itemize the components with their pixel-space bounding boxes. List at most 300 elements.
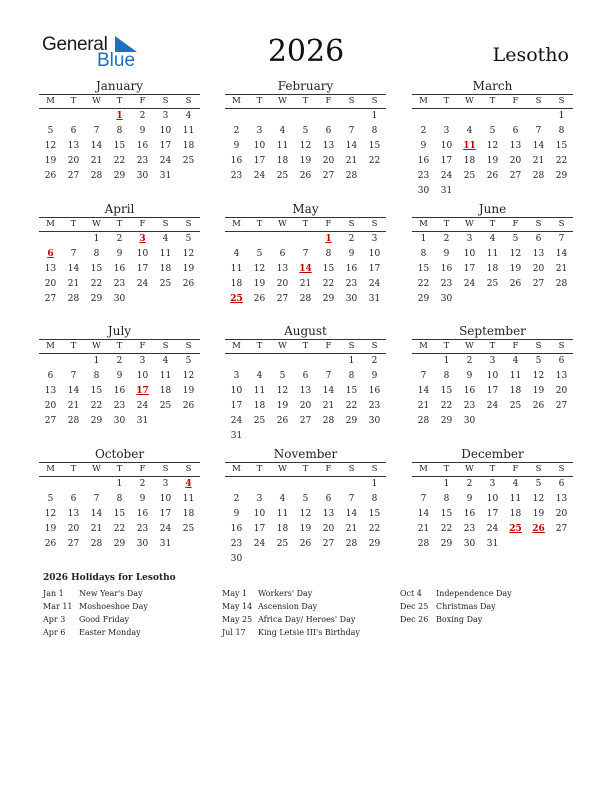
day-cell: 6 xyxy=(325,494,332,504)
weekday-label: S xyxy=(558,464,565,474)
week-row xyxy=(412,522,573,537)
day-cell: 25 xyxy=(159,401,172,411)
empty-day-cell xyxy=(504,109,527,124)
weekday-label: T xyxy=(256,341,263,351)
day-cell: 10 xyxy=(486,371,499,381)
holiday-item xyxy=(43,626,219,639)
weekday-label: S xyxy=(185,219,192,229)
empty-day-cell xyxy=(550,537,573,552)
month-july xyxy=(39,323,200,429)
day-cell: 20 xyxy=(555,386,568,396)
day-cell: 27 xyxy=(276,294,289,304)
day-cell: 3 xyxy=(371,234,378,244)
day-cell: 15 xyxy=(113,509,126,519)
day-cell: 28 xyxy=(322,416,335,426)
day-cell: 15 xyxy=(368,509,381,519)
day-cell: 26 xyxy=(532,401,545,411)
day-cell: 19 xyxy=(532,509,545,519)
day-cell: 23 xyxy=(230,171,243,181)
empty-day-cell xyxy=(271,552,294,567)
holiday-item xyxy=(43,587,219,600)
day-cell: 28 xyxy=(67,294,80,304)
empty-day-cell xyxy=(39,477,62,492)
day-cell: 16 xyxy=(463,509,476,519)
day-cell: 9 xyxy=(371,371,378,381)
weekday-label: W xyxy=(465,219,474,229)
weekday-header xyxy=(225,339,386,354)
weekday-label: S xyxy=(535,219,542,229)
day-cell: 14 xyxy=(322,386,335,396)
day-cell: 13 xyxy=(299,386,312,396)
day-cell: 20 xyxy=(555,509,568,519)
empty-day-cell xyxy=(317,552,340,567)
month-name: April xyxy=(104,202,135,216)
month-name: March xyxy=(472,79,513,93)
weekday-label: T xyxy=(116,341,123,351)
day-cell: 16 xyxy=(417,156,430,166)
weekday-label: S xyxy=(371,464,378,474)
day-cell: 27 xyxy=(299,416,312,426)
weekday-label: W xyxy=(278,464,287,474)
holiday-column xyxy=(222,587,398,639)
weekday-label: T xyxy=(70,464,77,474)
weekday-label: F xyxy=(325,219,332,229)
day-cell: 12 xyxy=(44,509,57,519)
day-cell: 17 xyxy=(368,264,381,274)
day-cell: 18 xyxy=(463,156,476,166)
day-cell: 18 xyxy=(253,401,266,411)
empty-day-cell xyxy=(340,552,363,567)
week-row xyxy=(412,292,573,307)
empty-day-cell xyxy=(481,109,504,124)
weekday-label: M xyxy=(419,96,428,106)
empty-day-cell xyxy=(317,109,340,124)
day-cell: 25 xyxy=(463,171,476,181)
day-cell: 24 xyxy=(253,539,266,549)
weekday-label: F xyxy=(139,341,146,351)
day-cell: 12 xyxy=(299,141,312,151)
day-cell: 1 xyxy=(558,111,565,121)
day-cell: 12 xyxy=(182,249,195,259)
holiday-name: Christmas Day xyxy=(436,602,496,611)
day-cell: 10 xyxy=(440,141,453,151)
day-cell: 1 xyxy=(93,234,100,244)
day-cell: 25 xyxy=(276,171,289,181)
week-row xyxy=(39,139,200,154)
day-cell: 5 xyxy=(185,356,192,366)
day-cell: 24 xyxy=(486,401,499,411)
day-cell: 7 xyxy=(302,249,309,259)
weekday-label: F xyxy=(139,96,146,106)
week-row xyxy=(412,537,573,552)
day-cell: 27 xyxy=(44,416,57,426)
day-cell: 11 xyxy=(276,509,289,519)
day-cell: 11 xyxy=(276,141,289,151)
day-cell: 14 xyxy=(67,386,80,396)
day-cell: 28 xyxy=(90,171,103,181)
weekday-label: S xyxy=(371,96,378,106)
empty-day-cell xyxy=(458,184,481,199)
week-row xyxy=(412,492,573,507)
month-august xyxy=(225,323,386,444)
day-cell: 16 xyxy=(113,264,126,274)
day-cell: 9 xyxy=(466,371,473,381)
day-cell: 27 xyxy=(532,279,545,289)
day-cell: 15 xyxy=(90,386,103,396)
weekday-label: M xyxy=(46,341,55,351)
empty-day-cell xyxy=(85,477,108,492)
day-cell: 10 xyxy=(486,494,499,504)
empty-day-cell xyxy=(294,552,317,567)
weekday-label: F xyxy=(325,464,332,474)
day-cell: 15 xyxy=(440,509,453,519)
day-cell: 1 xyxy=(420,234,427,244)
day-cell: 4 xyxy=(162,234,169,244)
empty-day-cell xyxy=(39,109,62,124)
day-cell: 3 xyxy=(489,356,496,366)
weekday-label: S xyxy=(162,96,169,106)
day-cell: 14 xyxy=(345,509,358,519)
day-cell: 14 xyxy=(417,386,430,396)
day-cell: 22 xyxy=(90,279,103,289)
day-cell: 1 xyxy=(443,356,450,366)
empty-day-cell xyxy=(504,414,527,429)
weekday-label: T xyxy=(443,464,450,474)
day-cell-holiday: 17 xyxy=(136,386,149,396)
empty-day-cell xyxy=(527,414,550,429)
weekday-label: M xyxy=(232,341,241,351)
week-row xyxy=(225,507,386,522)
holiday-name: King Letsie III's Birthday xyxy=(258,628,360,637)
empty-day-cell xyxy=(271,477,294,492)
day-cell: 10 xyxy=(253,509,266,519)
empty-day-cell xyxy=(271,232,294,247)
day-cell: 23 xyxy=(345,279,358,289)
weekday-label: T xyxy=(302,96,309,106)
day-cell: 2 xyxy=(233,126,240,136)
day-cell: 26 xyxy=(299,171,312,181)
weekday-label: M xyxy=(419,464,428,474)
day-cell: 29 xyxy=(113,539,126,549)
day-cell: 18 xyxy=(509,509,522,519)
day-cell: 27 xyxy=(555,401,568,411)
day-cell: 10 xyxy=(136,371,149,381)
day-cell: 7 xyxy=(348,126,355,136)
week-row xyxy=(225,154,386,169)
empty-day-cell xyxy=(458,109,481,124)
holiday-date: Apr 3 xyxy=(43,615,66,624)
day-cell: 21 xyxy=(417,524,430,534)
empty-day-cell xyxy=(177,414,200,429)
day-cell: 25 xyxy=(276,539,289,549)
holiday-date: May 14 xyxy=(222,602,253,611)
day-cell: 3 xyxy=(256,494,263,504)
day-cell-holiday: 11 xyxy=(463,141,476,151)
day-cell: 28 xyxy=(417,416,430,426)
week-row xyxy=(225,262,386,277)
week-row xyxy=(225,139,386,154)
weekday-label: W xyxy=(278,341,287,351)
holiday-item xyxy=(222,626,398,639)
holiday-item xyxy=(43,600,219,613)
weekday-label: S xyxy=(558,341,565,351)
day-cell: 21 xyxy=(299,279,312,289)
day-cell: 3 xyxy=(162,479,169,489)
day-cell: 15 xyxy=(113,141,126,151)
holiday-item xyxy=(400,587,576,600)
day-cell: 9 xyxy=(139,126,146,136)
day-cell-holiday: 25 xyxy=(509,524,522,534)
day-cell: 29 xyxy=(417,294,430,304)
day-cell: 14 xyxy=(90,141,103,151)
week-row xyxy=(225,277,386,292)
day-cell: 18 xyxy=(159,386,172,396)
day-cell: 24 xyxy=(136,401,149,411)
day-cell: 9 xyxy=(233,509,240,519)
day-cell: 28 xyxy=(90,539,103,549)
day-cell: 1 xyxy=(443,479,450,489)
day-cell: 23 xyxy=(136,524,149,534)
day-cell: 21 xyxy=(67,401,80,411)
holiday-date: Apr 6 xyxy=(43,628,66,637)
weekday-header xyxy=(412,217,573,232)
empty-day-cell xyxy=(363,429,386,444)
day-cell: 20 xyxy=(44,401,57,411)
weekday-label: S xyxy=(162,341,169,351)
day-cell: 29 xyxy=(440,416,453,426)
holiday-name: Good Friday xyxy=(79,615,130,624)
day-cell: 27 xyxy=(44,294,57,304)
empty-day-cell xyxy=(294,354,317,369)
holiday-column xyxy=(400,587,576,626)
holiday-date: Dec 26 xyxy=(400,615,429,624)
weekday-label: S xyxy=(371,341,378,351)
day-cell: 12 xyxy=(509,249,522,259)
day-cell: 9 xyxy=(233,141,240,151)
weekday-label: T xyxy=(70,96,77,106)
empty-day-cell xyxy=(294,109,317,124)
day-cell: 8 xyxy=(371,126,378,136)
holiday-item xyxy=(400,600,576,613)
day-cell: 16 xyxy=(113,386,126,396)
empty-day-cell xyxy=(527,184,550,199)
empty-day-cell xyxy=(225,477,248,492)
day-cell: 28 xyxy=(67,416,80,426)
holiday-name: Africa Day/ Heroes' Day xyxy=(258,615,356,624)
day-cell: 29 xyxy=(555,171,568,181)
week-row xyxy=(225,399,386,414)
day-cell: 2 xyxy=(443,234,450,244)
weekday-header xyxy=(39,339,200,354)
day-cell: 13 xyxy=(509,141,522,151)
weekday-label: W xyxy=(278,96,287,106)
day-cell: 17 xyxy=(486,509,499,519)
weekday-label: T xyxy=(302,219,309,229)
empty-day-cell xyxy=(363,552,386,567)
empty-day-cell xyxy=(154,292,177,307)
weekday-header xyxy=(412,94,573,109)
weekday-label: T xyxy=(256,96,263,106)
day-cell: 24 xyxy=(230,416,243,426)
holiday-item xyxy=(43,613,219,626)
day-cell: 14 xyxy=(90,509,103,519)
empty-day-cell xyxy=(504,537,527,552)
day-cell: 25 xyxy=(159,279,172,289)
day-cell: 29 xyxy=(90,294,103,304)
day-cell: 8 xyxy=(116,126,123,136)
day-cell: 3 xyxy=(489,479,496,489)
weekday-label: T xyxy=(302,464,309,474)
day-cell: 16 xyxy=(136,509,149,519)
day-cell: 5 xyxy=(512,234,519,244)
week-row xyxy=(412,109,573,124)
weekday-label: M xyxy=(46,96,55,106)
day-cell: 31 xyxy=(486,539,499,549)
day-cell: 31 xyxy=(368,294,381,304)
day-cell: 28 xyxy=(417,539,430,549)
month-march xyxy=(412,78,573,199)
empty-day-cell xyxy=(271,109,294,124)
empty-day-cell xyxy=(225,232,248,247)
day-cell: 6 xyxy=(70,494,77,504)
week-row xyxy=(225,109,386,124)
day-cell: 19 xyxy=(44,524,57,534)
holiday-name: Ascension Day xyxy=(258,602,318,611)
day-cell: 19 xyxy=(486,156,499,166)
weekday-label: W xyxy=(92,219,101,229)
day-cell: 31 xyxy=(136,416,149,426)
day-cell: 13 xyxy=(44,386,57,396)
empty-day-cell xyxy=(248,552,271,567)
holiday-name: Workers' Day xyxy=(258,589,313,598)
empty-day-cell xyxy=(481,292,504,307)
day-cell: 19 xyxy=(299,156,312,166)
weekday-label: T xyxy=(489,219,496,229)
day-cell-holiday: 1 xyxy=(325,234,332,244)
day-cell: 22 xyxy=(368,156,381,166)
day-cell: 6 xyxy=(302,371,309,381)
day-cell: 5 xyxy=(47,494,54,504)
day-cell: 26 xyxy=(299,539,312,549)
month-name: October xyxy=(94,447,145,461)
day-cell: 2 xyxy=(466,479,473,489)
week-row xyxy=(412,169,573,184)
day-cell: 26 xyxy=(253,294,266,304)
country-name: Lesotho xyxy=(492,44,569,66)
holiday-name: Easter Monday xyxy=(79,628,141,637)
empty-day-cell xyxy=(131,292,154,307)
day-cell: 2 xyxy=(139,111,146,121)
day-cell: 15 xyxy=(345,386,358,396)
empty-day-cell xyxy=(363,169,386,184)
day-cell: 1 xyxy=(371,479,378,489)
day-cell: 21 xyxy=(90,524,103,534)
day-cell: 9 xyxy=(348,249,355,259)
week-row xyxy=(412,262,573,277)
weekday-label: S xyxy=(185,341,192,351)
day-cell: 31 xyxy=(159,539,172,549)
day-cell: 15 xyxy=(555,141,568,151)
day-cell: 31 xyxy=(159,171,172,181)
logo-text-blue: Blue xyxy=(97,50,136,71)
day-cell: 12 xyxy=(276,386,289,396)
day-cell: 16 xyxy=(463,386,476,396)
day-cell: 12 xyxy=(299,509,312,519)
day-cell: 24 xyxy=(368,279,381,289)
week-row xyxy=(412,277,573,292)
day-cell: 2 xyxy=(348,234,355,244)
week-row xyxy=(412,354,573,369)
week-row xyxy=(412,247,573,262)
week-row xyxy=(39,537,200,552)
day-cell: 24 xyxy=(486,524,499,534)
day-cell: 11 xyxy=(486,249,499,259)
day-cell: 29 xyxy=(368,539,381,549)
day-cell: 6 xyxy=(535,234,542,244)
empty-day-cell xyxy=(340,109,363,124)
weekday-label: T xyxy=(256,464,263,474)
day-cell: 6 xyxy=(70,126,77,136)
week-row xyxy=(225,522,386,537)
week-row xyxy=(39,522,200,537)
empty-day-cell xyxy=(481,414,504,429)
weekday-label: M xyxy=(419,341,428,351)
week-row xyxy=(225,369,386,384)
day-cell: 24 xyxy=(136,279,149,289)
month-name: August xyxy=(284,324,327,338)
day-cell-holiday: 25 xyxy=(230,294,243,304)
day-cell: 10 xyxy=(159,126,172,136)
day-cell: 13 xyxy=(322,509,335,519)
weekday-label: T xyxy=(116,219,123,229)
day-cell: 19 xyxy=(182,386,195,396)
weekday-label: W xyxy=(278,219,287,229)
weekday-label: S xyxy=(185,464,192,474)
day-cell: 29 xyxy=(113,171,126,181)
week-row xyxy=(39,477,200,492)
day-cell: 28 xyxy=(345,171,358,181)
weekday-label: T xyxy=(489,464,496,474)
day-cell: 23 xyxy=(440,279,453,289)
week-row xyxy=(412,399,573,414)
day-cell: 13 xyxy=(67,141,80,151)
day-cell: 18 xyxy=(230,279,243,289)
day-cell: 25 xyxy=(182,524,195,534)
weekday-label: S xyxy=(162,219,169,229)
day-cell: 17 xyxy=(486,386,499,396)
empty-day-cell xyxy=(85,109,108,124)
day-cell: 15 xyxy=(322,264,335,274)
day-cell: 11 xyxy=(159,371,172,381)
weekday-label: M xyxy=(46,219,55,229)
day-cell: 27 xyxy=(322,539,335,549)
day-cell: 10 xyxy=(159,494,172,504)
empty-day-cell xyxy=(62,109,85,124)
day-cell: 18 xyxy=(182,141,195,151)
weekday-label: T xyxy=(443,96,450,106)
weekday-label: F xyxy=(512,96,519,106)
day-cell: 8 xyxy=(325,249,332,259)
empty-day-cell xyxy=(177,292,200,307)
holiday-column xyxy=(43,587,219,639)
day-cell: 3 xyxy=(162,111,169,121)
day-cell: 11 xyxy=(159,249,172,259)
empty-day-cell xyxy=(225,354,248,369)
day-cell: 3 xyxy=(443,126,450,136)
day-cell: 7 xyxy=(93,126,100,136)
week-row xyxy=(225,477,386,492)
day-cell: 19 xyxy=(276,401,289,411)
